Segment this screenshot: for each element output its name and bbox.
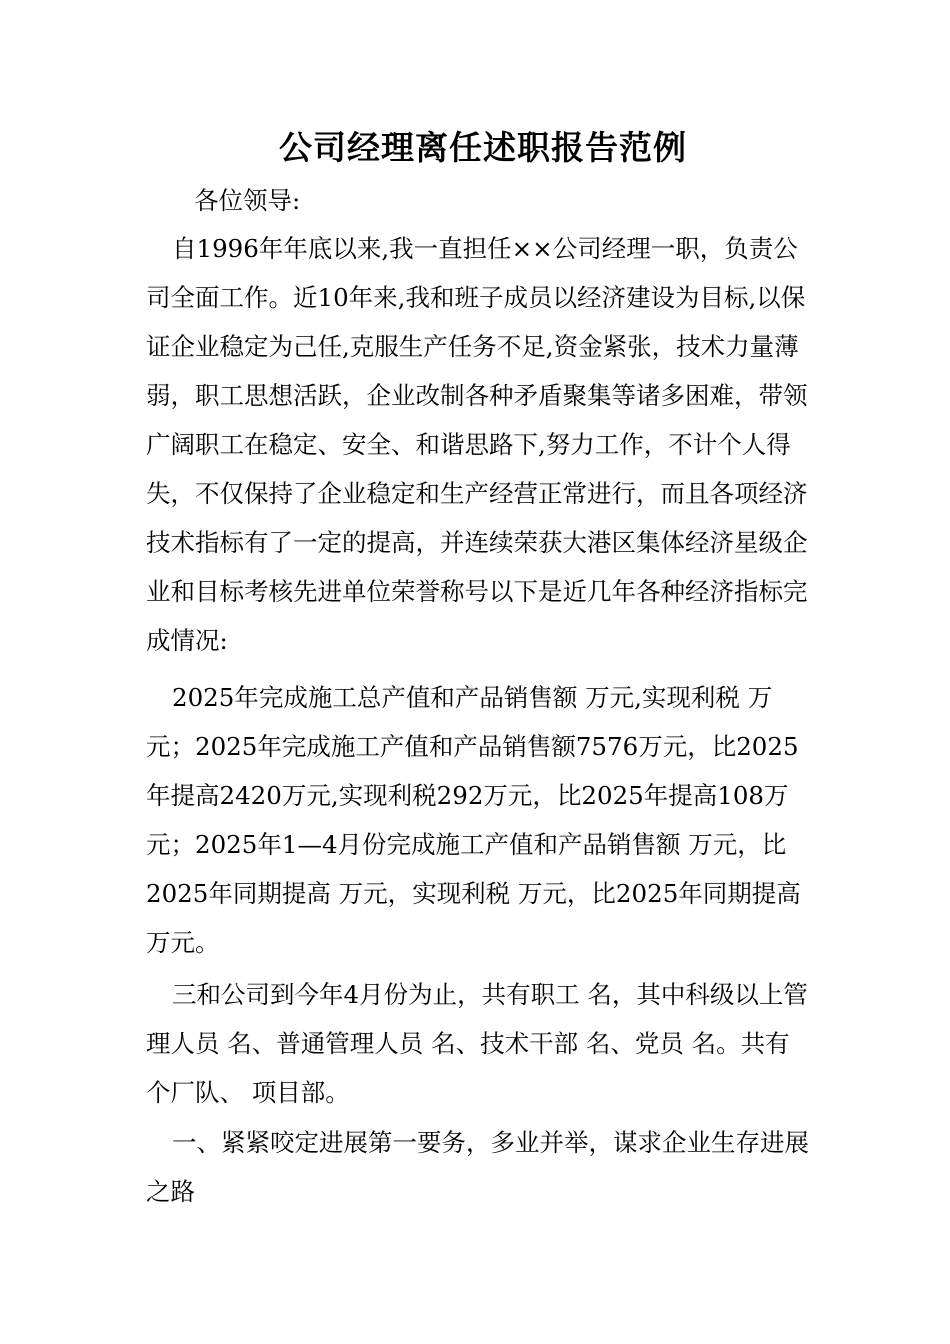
paragraph-staff-overview: 三和公司到今年4月份为止，共有职工 名，其中科级以上管理人员 名、普通管理人员 名、技术干部 名、党员 名。共有 个厂队、 项目部。 — [146, 980, 808, 1107]
paragraph-economic-indicators: 2025年完成施工总产值和产品销售额 万元,实现利税 万元；2025年完成施工产值和产品销售额7576万元，比2025年提高2420万元,实现利税292万元，比2025年提高108万元；2025年1—4月份完成施工产值和产品销售额 万元，比2025年同期提高 万元，实现利税 万元，比2025年同期提高 万元。 — [146, 683, 801, 957]
document-title: 公司经理离任述职报告范例 — [279, 128, 687, 167]
salutation: 各位领导: — [194, 186, 301, 215]
paragraph-intro: 自1996年年底以来,我一直担任××公司经理一职，负责公司全面工作。近10年来,我和班子成员以经济建设为目标,以保证企业稳定为己任,克服生产任务不足,资金紧张，技术力量薄弱，职工思想活跃，企业改制各种矛盾聚集等诸多困难，带领广阔职工在稳定、安全、和谐思路下,努力工作，不计个人得失，不仅保持了企业稳定和生产经营正常进行，而且各项经济技术指标有了一定的提高，并连续荣获大港区集体经济星级企业和目标考核先进单位荣誉称号以下是近几年各种经济指标完成情况: — [146, 234, 808, 655]
section-heading-1: 一、紧紧咬定进展第一要务，多业并举，谋求企业生存进展之路 — [146, 1128, 809, 1206]
